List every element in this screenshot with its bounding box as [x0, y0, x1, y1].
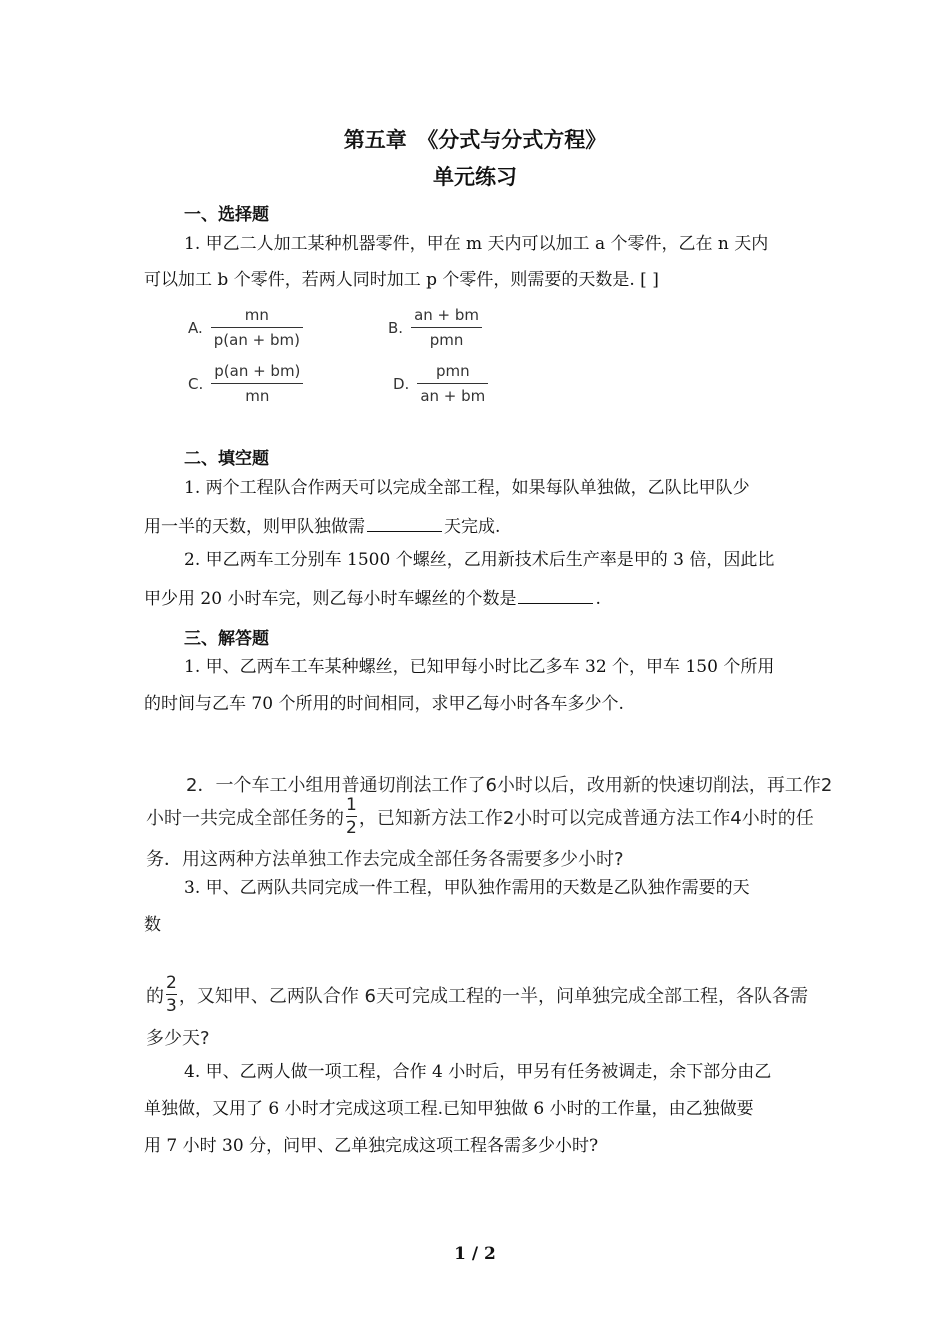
option-letter: B. [388, 318, 404, 337]
fraction-denominator: 3 [166, 996, 177, 1016]
option-fraction [417, 362, 488, 405]
fraction-bar [417, 383, 488, 384]
fraction-numerator: mn [244, 306, 269, 324]
question-text: 数 [144, 915, 161, 935]
question-text [146, 795, 814, 838]
option-letter: D. [393, 374, 410, 393]
question-text: 1. 甲乙二人加工某种机器零件，甲在 m 天内可以加工 a 个零件，乙在 n 天内 [184, 234, 769, 254]
option-fraction [211, 362, 303, 405]
page-subtitle: 单元练习 [433, 164, 517, 189]
fraction [346, 795, 357, 838]
section-heading-solve: 三、解答题 [184, 629, 269, 649]
question-text: 2. 甲乙两车工分别车 1500 个螺丝，乙用新技术后生产率是甲的 3 倍，因此比 [184, 550, 775, 570]
question-text-part: . [595, 589, 601, 609]
question-text: 4. 甲、乙两人做一项工程，合作 4 小时后，甲另有任务被调走，余下部分由乙 [184, 1062, 772, 1082]
fraction-denominator: 2 [346, 818, 357, 838]
fraction-bar [411, 327, 482, 328]
fraction-numerator: 2 [166, 973, 177, 993]
fraction-bar [166, 994, 177, 995]
question-text [144, 516, 500, 536]
question-text: 3. 甲、乙两队共同完成一件工程，甲队独作需用的天数是乙队独作需要的天 [184, 878, 750, 898]
option-letter: C. [188, 374, 204, 393]
question-text: 1. 两个工程队合作两天可以完成全部工程，如果每队单独做，乙队比甲队少 [184, 478, 750, 498]
question-text: 务．用这两种方法单独工作去完成全部任务各需要多少小时? [146, 849, 624, 870]
option-c [188, 362, 303, 405]
question-text: 的时间与乙车 70 个所用的时间相同，求甲乙每小时各车多少个. [144, 694, 624, 714]
question-text: 2．一个车工小组用普通切削法工作了6小时以后，改用新的快速切削法，再工作2 [186, 775, 833, 796]
fraction-bar [211, 327, 303, 328]
question-text-part: 甲少用 20 小时车完，则乙每小时车螺丝的个数是 [144, 589, 517, 609]
question-text-part: 天完成. [444, 517, 501, 537]
option-d [393, 362, 488, 405]
question-text-part: ，又知甲、乙两队合作 6天可完成工程的一半，问单独完成全部工程，各队各需 [178, 985, 808, 1007]
fraction-numerator: p(an + bm) [214, 362, 301, 380]
fraction-bar [211, 383, 303, 384]
fraction-denominator: an + bm [420, 387, 486, 405]
fraction-numerator: an + bm [414, 306, 479, 324]
question-text: 用 7 小时 30 分，问甲、乙单独完成这项工程各需多少小时? [144, 1136, 599, 1156]
fraction-denominator: p(an + bm) [213, 331, 300, 349]
page-title: 第五章 《分式与分式方程》 [343, 127, 607, 152]
fraction [166, 973, 177, 1016]
question-text-part: 用一半的天数，则甲队独做需 [144, 517, 365, 537]
answer-blank [518, 588, 593, 604]
question-text [146, 973, 808, 1016]
option-a [188, 306, 303, 349]
fraction-denominator: pmn [429, 331, 464, 349]
question-text: 可以加工 b 个零件，若两人同时加工 p 个零件，则需要的天数是. [ ] [144, 270, 659, 290]
section-heading-choice: 一、选择题 [184, 205, 269, 225]
answer-blank [367, 516, 442, 532]
option-letter: A. [188, 318, 203, 337]
question-text-part: 小时一共完成全部任务的 [146, 807, 344, 829]
question-text-part: ，已知新方法工作2小时可以完成普通方法工作4小时的任 [358, 807, 814, 829]
fraction-numerator: pmn [435, 362, 470, 380]
question-text: 1. 甲、乙两车工车某种螺丝，已知甲每小时比乙多车 32 个，甲车 150 个所用 [184, 657, 775, 677]
fraction-bar [346, 816, 357, 817]
option-b [388, 306, 482, 349]
option-fraction [411, 306, 482, 349]
question-text [144, 588, 601, 608]
fraction-numerator: 1 [346, 795, 357, 815]
section-heading-fill: 二、填空题 [184, 449, 269, 469]
question-text-part: 的 [146, 985, 164, 1007]
question-text: 单独做，又用了 6 小时才完成这项工程.已知甲独做 6 小时的工作量，由乙独做要 [144, 1099, 754, 1119]
page-number: 1 / 2 [454, 1244, 496, 1264]
fraction-denominator: mn [245, 387, 270, 405]
option-fraction [211, 306, 303, 349]
question-text: 多少天? [146, 1028, 210, 1049]
